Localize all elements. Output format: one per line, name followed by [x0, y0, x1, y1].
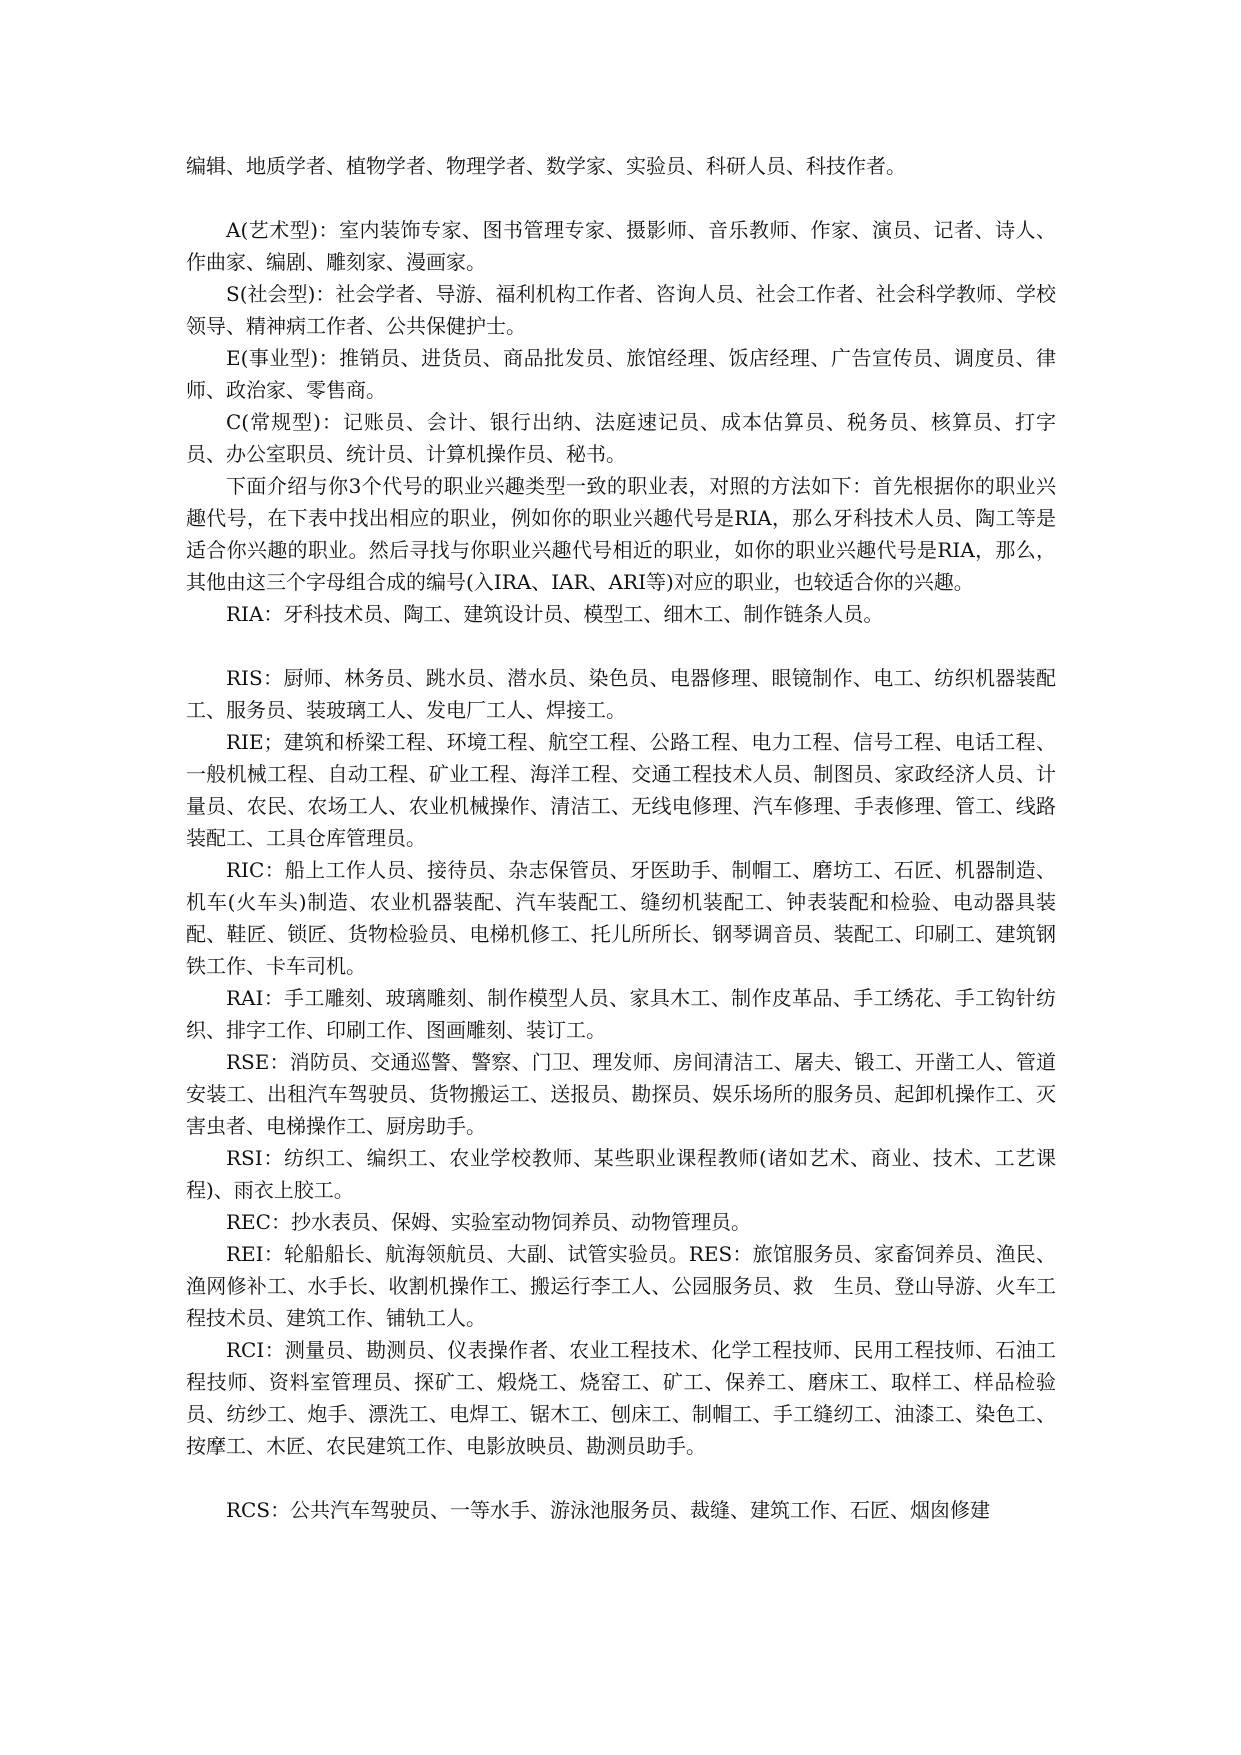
paragraph: C(常规型)：记账员、会计、银行出纳、法庭速记员、成本估算员、税务员、核算员、打字员、办公室职员、统计员、计算机操作员、秘书。 [186, 410, 1056, 466]
paragraph: 编辑、地质学者、植物学者、物理学者、数学家、实验员、科研人员、科技作者。 [186, 154, 906, 178]
paragraph-spacer [186, 630, 1056, 662]
paragraph: REI：轮船船长、航海领航员、大副、试管实验员。RES：旅馆服务员、家畜饲养员、渔民、渔网修补工、水手长、收割机操作工、搬运行李工人、公园服务员、救 生员、登山导游、火车工程技术员、建筑工作、铺轨工人。 [186, 1242, 1056, 1330]
paragraph: 下面介绍与你3个代号的职业兴趣类型一致的职业表，对照的方法如下：首先根据你的职业兴趣代号，在下表中找出相应的职业，例如你的职业兴趣代号是RIA，那么牙科技术人员、陶工等是适合你兴趣的职业。然后寻找与你职业兴趣代号相近的职业，如你的职业兴趣代号是RIA，那么，其他由这三个字母组合成的编号(入IRA、IAR、ARI等)对应的职业，也较适合你的兴趣。 [186, 474, 1056, 594]
paragraph: RCS：公共汽车驾驶员、一等水手、游泳池服务员、裁缝、建筑工作、石匠、烟囱修建 [226, 1498, 991, 1522]
paragraph: RIS：厨师、林务员、跳水员、潜水员、染色员、电器修理、眼镜制作、电工、纺织机器装配工、服务员、装玻璃工人、发电厂工人、焊接工。 [186, 666, 1056, 722]
paragraph: A(艺术型)：室内装饰专家、图书管理专家、摄影师、音乐教师、作家、演员、记者、诗人、作曲家、编剧、雕刻家、漫画家。 [186, 218, 1056, 274]
paragraph: REC：抄水表员、保姆、实验室动物饲养员、动物管理员。 [226, 1210, 751, 1234]
paragraph: RAI：手工雕刻、玻璃雕刻、制作模型人员、家具木工、制作皮革品、手工绣花、手工钩针纺织、排字工作、印刷工作、图画雕刻、装订工。 [186, 986, 1056, 1042]
document-body [186, 150, 1056, 1526]
paragraph: RIC：船上工作人员、接待员、杂志保管员、牙医助手、制帽工、磨坊工、石匠、机器制造、机车(火车头)制造、农业机器装配、汽车装配工、缝纫机装配工、钟表装配和检验、电动器具装配、鞋匠、锁匠、货物检验员、电梯机修工、托儿所所长、钢琴调音员、装配工、印刷工、建筑钢铁工作、卡车司机。 [186, 858, 1056, 978]
paragraph-spacer [186, 182, 1056, 214]
paragraph-spacer [186, 1462, 1056, 1494]
paragraph: RIE；建筑和桥梁工程、环境工程、航空工程、公路工程、电力工程、信号工程、电话工程、一般机械工程、自动工程、矿业工程、海洋工程、交通工程技术人员、制图员、家政经济人员、计量员、农民、农场工人、农业机械操作、清洁工、无线电修理、汽车修理、手表修理、管工、线路装配工、工具仓库管理员。 [186, 730, 1056, 850]
paragraph: RCI：测量员、勘测员、仪表操作者、农业工程技术、化学工程技师、民用工程技师、石油工程技师、资料室管理员、探矿工、煅烧工、烧窑工、矿工、保养工、磨床工、取样工、样品检验员、纺纱工、炮手、漂洗工、电焊工、锯木工、刨床工、制帽工、手工缝纫工、油漆工、染色工、按摩工、木匠、农民建筑工作、电影放映员、勘测员助手。 [186, 1338, 1056, 1458]
paragraph: RSE：消防员、交通巡警、警察、门卫、理发师、房间清洁工、屠夫、锻工、开凿工人、管道安装工、出租汽车驾驶员、货物搬运工、送报员、勘探员、娱乐场所的服务员、起卸机操作工、灭害虫者、电梯操作工、厨房助手。 [186, 1050, 1056, 1138]
paragraph: S(社会型)：社会学者、导游、福利机构工作者、咨询人员、社会工作者、社会科学教师、学校领导、精神病工作者、公共保健护士。 [186, 282, 1056, 338]
paragraph: RIA：牙科技术员、陶工、建筑设计员、模型工、细木工、制作链条人员。 [226, 602, 884, 626]
paragraph: E(事业型)：推销员、进货员、商品批发员、旅馆经理、饭店经理、广告宣传员、调度员、律师、政治家、零售商。 [186, 346, 1056, 402]
paragraph: RSI：纺织工、编织工、农业学校教师、某些职业课程教师(诸如艺术、商业、技术、工艺课程)、雨衣上胶工。 [186, 1146, 1056, 1202]
